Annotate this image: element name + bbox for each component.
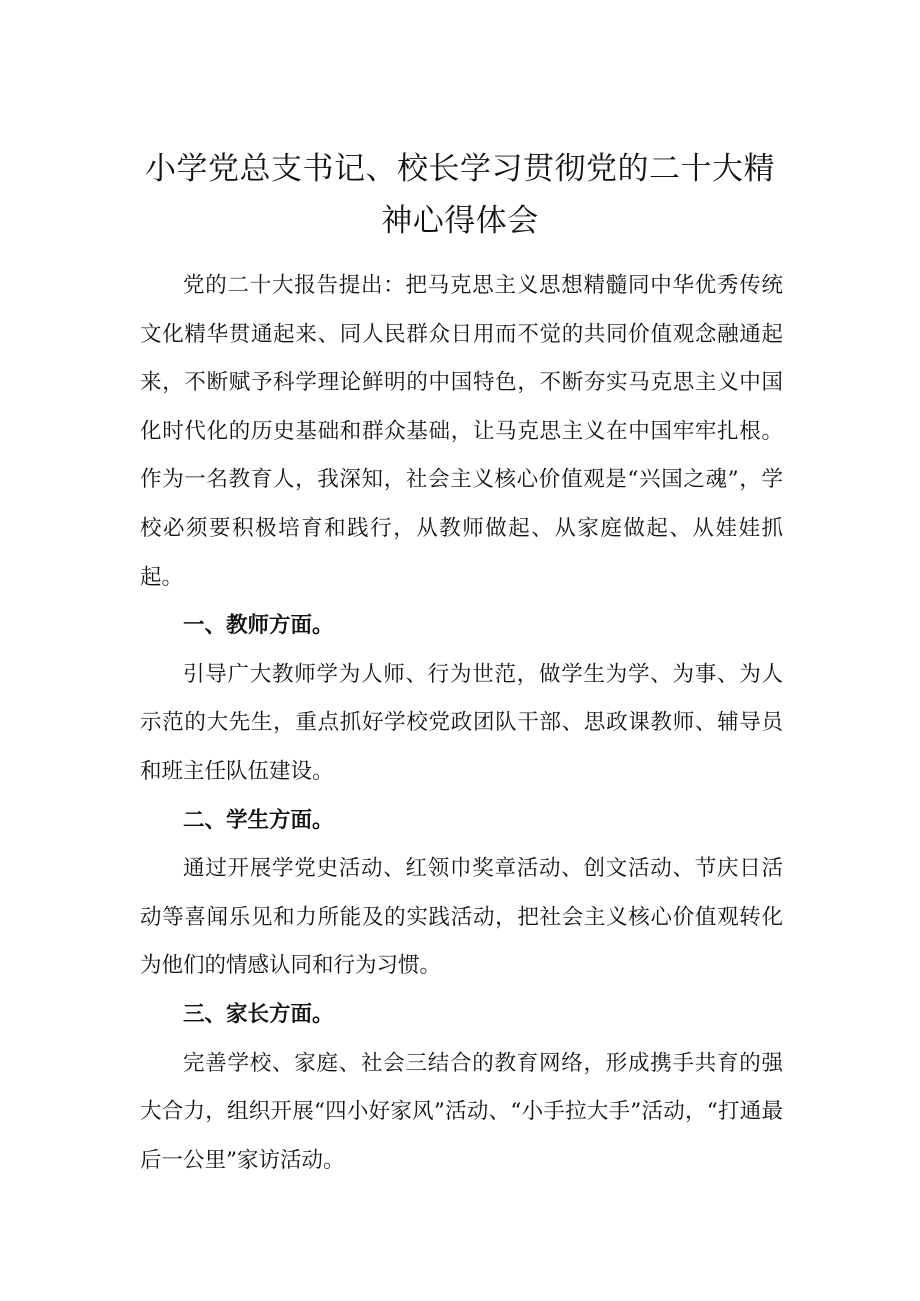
section-paragraph-students: 通过开展学党史活动、红领巾奖章活动、创文活动、节庆日活动等喜闻乐见和力所能及的实践活动，把社会主义核心价值观转化为他们的情感认同和行为习惯。	[140, 856, 783, 979]
section-heading-teachers: 一、教师方面。	[183, 613, 334, 639]
section-paragraph-parents: 完善学校、家庭、社会三结合的教育网络，形成携手共育的强大合力，组织开展“四小好家风”活动、“小手拉大手”活动，“打通最后一公里”家访活动。	[140, 1050, 783, 1173]
section-heading-students: 二、学生方面。	[183, 807, 334, 833]
section-heading-parents: 三、家长方面。	[183, 1001, 334, 1027]
document-title-line-2: 神心得体会	[381, 203, 539, 239]
intro-paragraph: 党的二十大报告提出：把马克思主义思想精髓同中华优秀传统文化精华贯通起来、同人民群众日用而不觉的共同价值观念融通起来，不断赋予科学理论鲜明的中国特色，不断夯实马克思主义中国化时代化的历史基础和群众基础，让马克思主义在中国牢牢扎根。作为一名教育人，我深知，社会主义核心价值观是“兴国之魂”，学校必须要积极培育和践行，从教师做起、从家庭做起、从娃娃抓起。	[140, 273, 783, 590]
document-body	[140, 262, 783, 1185]
section-paragraph-teachers: 引导广大教师学为人师、行为世范，做学生为学、为事、为人示范的大先生，重点抓好学校党政团队干部、思政课教师、辅导员和班主任队伍建设。	[140, 661, 783, 784]
document-title	[138, 143, 782, 247]
document-title-line-1: 小学党总支书记、校长学习贯彻党的二十大精	[145, 151, 775, 187]
